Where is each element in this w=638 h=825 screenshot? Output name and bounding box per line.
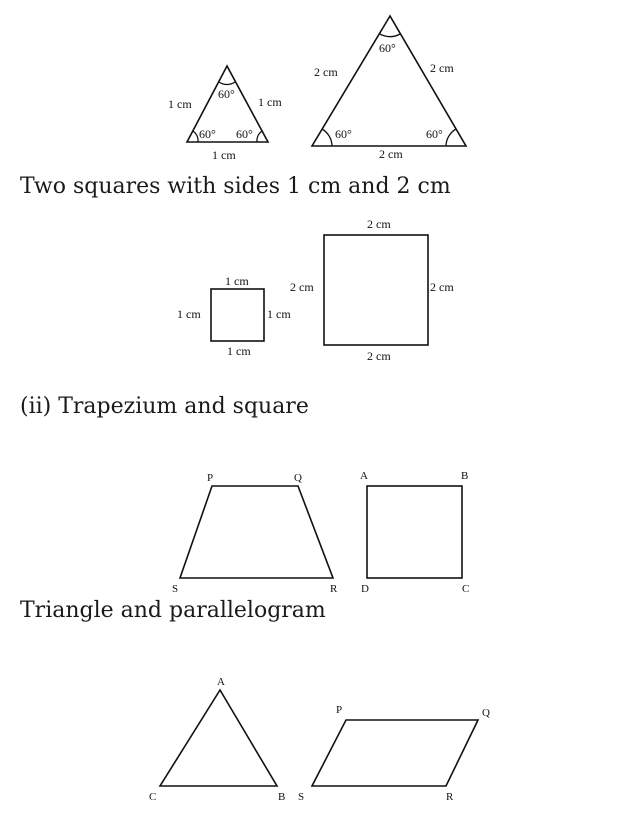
large-equilateral-triangle (312, 16, 466, 161)
small-triangle-left-angle-label: 60° (199, 127, 216, 141)
square-vertex-c: C (462, 583, 470, 595)
large-triangle-top-angle-label: 60° (379, 41, 396, 55)
small-triangle-left-side-label: 1 cm (168, 97, 192, 111)
triangle-vertex-c: C (149, 791, 157, 803)
caption-triangle-and-parallelogram: Triangle and parallelogram (20, 598, 326, 623)
small-triangle-top-angle-label: 60° (218, 87, 235, 101)
small-square (177, 274, 291, 358)
parallelogram-vertex-q: Q (482, 707, 490, 719)
small-triangle-base-label: 1 cm (212, 148, 236, 162)
small-triangle-left-angle-arc (193, 131, 198, 142)
trapezium-vertex-p: P (207, 472, 214, 484)
triangle-vertex-b: B (278, 791, 286, 803)
parallelogram-pqrs (298, 704, 490, 803)
large-triangle-left-angle-arc (322, 129, 332, 146)
caption-two-squares: Two squares with sides 1 cm and 2 cm (20, 174, 451, 199)
large-triangle-left-side-label: 2 cm (314, 65, 338, 79)
small-square-right-label: 1 cm (267, 307, 291, 321)
parallelogram-vertex-r: R (446, 791, 454, 803)
square-vertex-b: B (461, 470, 469, 482)
small-triangle-right-angle-label: 60° (236, 127, 253, 141)
large-triangle-base-label: 2 cm (379, 147, 403, 161)
trapezium-vertex-q: Q (294, 472, 302, 484)
small-triangle-right-angle-arc (257, 131, 262, 142)
square-vertex-d: D (361, 583, 369, 595)
small-equilateral-triangle (168, 66, 282, 162)
trapezium-vertex-s: S (172, 583, 179, 595)
trapezium-vertex-r: R (330, 583, 338, 595)
large-square-right-label: 2 cm (430, 280, 454, 294)
parallelogram-vertex-p: P (336, 704, 343, 716)
large-triangle-left-angle-label: 60° (335, 127, 352, 141)
large-square (290, 217, 454, 363)
large-triangle-right-side-label: 2 cm (430, 61, 454, 75)
triangle-vertex-a: A (217, 676, 225, 688)
large-triangle-right-angle-arc (446, 129, 456, 146)
large-square-left-label: 2 cm (290, 280, 314, 294)
triangle-abc-outline (160, 690, 277, 786)
large-triangle-top-angle-arc (380, 34, 400, 37)
small-square-left-label: 1 cm (177, 307, 201, 321)
parallelogram-vertex-s: S (298, 791, 305, 803)
large-square-outline (324, 235, 428, 345)
trapezium-outline (180, 486, 333, 578)
large-square-bottom-label: 2 cm (367, 349, 391, 363)
small-square-outline (211, 289, 264, 341)
large-square-top-label: 2 cm (367, 217, 391, 231)
large-triangle-right-angle-label: 60° (426, 127, 443, 141)
square-vertex-a: A (360, 470, 368, 482)
small-triangle-right-side-label: 1 cm (258, 95, 282, 109)
square-abcd (360, 470, 469, 595)
caption-trapezium-and-square: (ii) Trapezium and square (20, 394, 309, 419)
trapezium-pqrs (172, 472, 338, 595)
small-square-top-label: 1 cm (225, 274, 249, 288)
small-triangle-top-angle-arc (219, 82, 235, 85)
square-abcd-outline (367, 486, 462, 578)
parallelogram-outline (312, 720, 478, 786)
triangle-abc (149, 676, 285, 803)
small-square-bottom-label: 1 cm (227, 344, 251, 358)
